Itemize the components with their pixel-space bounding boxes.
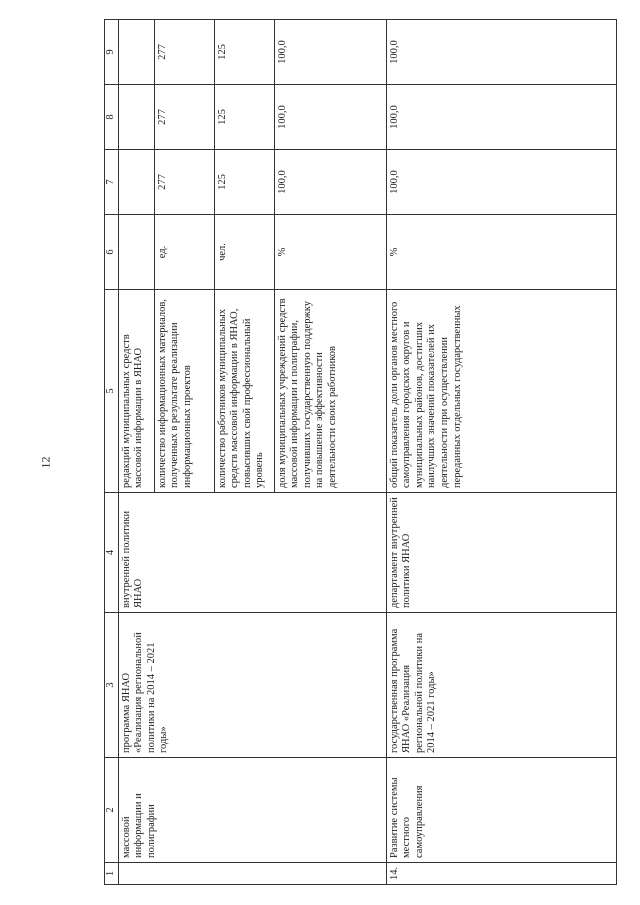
value-cell xyxy=(118,85,154,150)
column-number: 8 xyxy=(105,85,119,150)
value-cell: 100,0 xyxy=(274,150,386,215)
program-cell: программа ЯНАО «Реализация региональной политики на 2014 – 2021 годы» xyxy=(118,613,386,758)
program-cell: государственная программа ЯНАО «Реализация региональной политики на 2014 – 2021 годы» xyxy=(386,613,616,758)
indicators-table xyxy=(104,19,617,885)
executor-cell: внутренней политики ЯНАО xyxy=(118,493,386,613)
value-cell: 277 xyxy=(154,85,214,150)
value-cell: 125 xyxy=(214,20,274,85)
direction-cell: Развитие системы местного самоуправления xyxy=(386,758,616,863)
indicator-name: количество работников муниципальных средств массовой информации в ЯНАО, повысивших свой профессиональный уровень xyxy=(214,290,274,493)
row-number: 14. xyxy=(386,863,616,885)
page-number: 12 xyxy=(38,456,53,469)
value-cell: 100,0 xyxy=(274,20,386,85)
column-number-row xyxy=(105,20,119,885)
executor-cell: департамент внутренней политики ЯНАО xyxy=(386,493,616,613)
value-cell: 100,0 xyxy=(274,85,386,150)
indicator-name: доля муниципальных учреждений средств массовой информации и полиграфии, получивших государственную поддержку на повышение эффективности деятельности своих работников xyxy=(274,290,386,493)
table-row xyxy=(386,20,616,885)
row-number xyxy=(118,863,386,885)
rotated-page-content xyxy=(104,20,617,885)
column-number: 5 xyxy=(105,290,119,493)
value-cell: 100,0 xyxy=(386,20,616,85)
unit-cell xyxy=(118,215,154,290)
column-number: 9 xyxy=(105,20,119,85)
column-number: 3 xyxy=(105,613,119,758)
column-number: 2 xyxy=(105,758,119,863)
column-number: 4 xyxy=(105,493,119,613)
value-cell: 125 xyxy=(214,85,274,150)
value-cell: 277 xyxy=(154,20,214,85)
indicator-name: количество информационных материалов, полученных в результате реализации информационных проектов xyxy=(154,290,214,493)
direction-cell: массовой информации и полиграфии xyxy=(118,758,386,863)
indicator-name: редакций муниципальных средств массовой информации в ЯНАО xyxy=(118,290,154,493)
column-number: 7 xyxy=(105,150,119,215)
value-cell xyxy=(118,20,154,85)
value-cell: 100,0 xyxy=(386,150,616,215)
column-number: 1 xyxy=(105,863,119,885)
value-cell: 277 xyxy=(154,150,214,215)
indicator-name: общий показатель доли органов местного самоуправления городских округов и муниципальных районов, достигших наилучших значений показателей их деятельности при осуществлении переданных отдельных государственных xyxy=(386,290,616,493)
column-number: 6 xyxy=(105,215,119,290)
unit-cell: % xyxy=(274,215,386,290)
value-cell: 125 xyxy=(214,150,274,215)
table-row xyxy=(118,20,154,885)
unit-cell: ед. xyxy=(154,215,214,290)
unit-cell: чел. xyxy=(214,215,274,290)
value-cell xyxy=(118,150,154,215)
unit-cell: % xyxy=(386,215,616,290)
value-cell: 100,0 xyxy=(386,85,616,150)
